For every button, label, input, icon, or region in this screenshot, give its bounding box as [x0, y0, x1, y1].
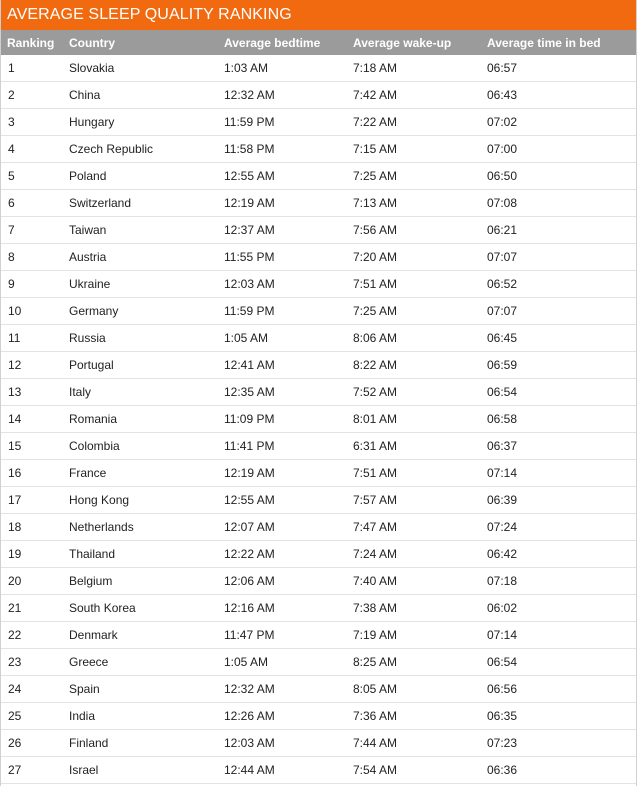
cell-time-in-bed: 06:54 [487, 385, 518, 399]
cell-country: Belgium [69, 574, 113, 588]
cell-bedtime: 1:05 AM [224, 655, 269, 669]
table-row [1, 460, 636, 487]
cell-bedtime: 11:58 PM [224, 142, 275, 156]
cell-bedtime: 12:03 AM [224, 277, 275, 291]
cell-country: Switzerland [69, 196, 132, 210]
cell-time-in-bed: 07:00 [487, 142, 518, 156]
table-row [1, 487, 636, 514]
cell-wakeup: 8:25 AM [353, 655, 398, 669]
cell-time-in-bed: 07:18 [487, 574, 518, 588]
cell-ranking: 23 [8, 655, 22, 669]
cell-time-in-bed: 06:35 [487, 709, 518, 723]
header-wakeup: Average wake-up [353, 35, 452, 50]
cell-time-in-bed: 06:54 [487, 655, 518, 669]
cell-country: Finland [69, 736, 109, 750]
table-row [1, 190, 636, 217]
cell-country: Thailand [69, 547, 116, 561]
cell-bedtime: 12:16 AM [224, 601, 275, 615]
cell-country: Colombia [69, 439, 120, 453]
table-row [1, 622, 636, 649]
cell-ranking: 11 [8, 331, 21, 345]
cell-bedtime: 11:41 PM [224, 439, 275, 453]
table-row [1, 136, 636, 163]
cell-bedtime: 12:37 AM [224, 223, 275, 237]
cell-wakeup: 8:01 AM [353, 412, 398, 426]
table-body [1, 55, 636, 784]
cell-ranking: 7 [8, 223, 15, 237]
table-row [1, 649, 636, 676]
cell-ranking: 5 [8, 169, 15, 183]
cell-ranking: 21 [8, 601, 22, 615]
cell-bedtime: 12:26 AM [224, 709, 275, 723]
table-row [1, 676, 636, 703]
cell-time-in-bed: 06:57 [487, 61, 518, 75]
cell-ranking: 27 [8, 763, 22, 777]
header-country: Country [69, 35, 115, 50]
cell-country: China [69, 88, 101, 102]
cell-country: Ukraine [69, 277, 111, 291]
cell-ranking: 1 [8, 61, 15, 75]
cell-wakeup: 7:52 AM [353, 385, 398, 399]
cell-time-in-bed: 06:59 [487, 358, 518, 372]
cell-bedtime: 12:22 AM [224, 547, 275, 561]
cell-ranking: 3 [8, 115, 15, 129]
cell-time-in-bed: 07:07 [487, 250, 518, 264]
cell-ranking: 12 [8, 358, 22, 372]
cell-country: Hungary [69, 115, 115, 129]
cell-bedtime: 1:05 AM [224, 331, 269, 345]
cell-bedtime: 12:35 AM [224, 385, 275, 399]
cell-ranking: 19 [8, 547, 22, 561]
table-row [1, 541, 636, 568]
cell-wakeup: 7:22 AM [353, 115, 398, 129]
table-row [1, 595, 636, 622]
cell-ranking: 16 [8, 466, 22, 480]
cell-bedtime: 12:32 AM [224, 682, 275, 696]
cell-ranking: 14 [8, 412, 22, 426]
cell-ranking: 15 [8, 439, 22, 453]
cell-wakeup: 7:25 AM [353, 304, 398, 318]
cell-wakeup: 6:31 AM [353, 439, 398, 453]
cell-country: Austria [69, 250, 107, 264]
cell-country: Greece [69, 655, 109, 669]
cell-bedtime: 11:09 PM [224, 412, 275, 426]
cell-time-in-bed: 07:14 [487, 466, 518, 480]
cell-time-in-bed: 07:24 [487, 520, 518, 534]
cell-ranking: 22 [8, 628, 22, 642]
cell-ranking: 2 [8, 88, 15, 102]
cell-bedtime: 12:55 AM [224, 169, 275, 183]
cell-wakeup: 8:05 AM [353, 682, 398, 696]
cell-time-in-bed: 07:02 [487, 115, 518, 129]
cell-ranking: 13 [8, 385, 22, 399]
cell-wakeup: 7:40 AM [353, 574, 398, 588]
cell-country: Slovakia [69, 61, 115, 75]
cell-wakeup: 7:47 AM [353, 520, 398, 534]
cell-ranking: 24 [8, 682, 22, 696]
cell-country: France [69, 466, 107, 480]
cell-bedtime: 11:47 PM [224, 628, 275, 642]
cell-wakeup: 8:22 AM [353, 358, 398, 372]
cell-country: Romania [69, 412, 118, 426]
cell-bedtime: 12:07 AM [224, 520, 275, 534]
cell-ranking: 8 [8, 250, 15, 264]
cell-time-in-bed: 07:08 [487, 196, 518, 210]
cell-time-in-bed: 06:02 [487, 601, 518, 615]
table-row [1, 433, 636, 460]
cell-bedtime: 11:59 PM [224, 115, 275, 129]
cell-ranking: 6 [8, 196, 15, 210]
cell-bedtime: 11:59 PM [224, 304, 275, 318]
cell-bedtime: 12:19 AM [224, 466, 275, 480]
cell-wakeup: 7:20 AM [353, 250, 398, 264]
cell-wakeup: 7:38 AM [353, 601, 398, 615]
cell-time-in-bed: 07:14 [487, 628, 518, 642]
cell-ranking: 26 [8, 736, 22, 750]
table-row [1, 514, 636, 541]
cell-country: India [69, 709, 96, 723]
cell-bedtime: 11:55 PM [224, 250, 275, 264]
cell-ranking: 18 [8, 520, 22, 534]
table-row [1, 163, 636, 190]
table-row [1, 379, 636, 406]
cell-time-in-bed: 06:52 [487, 277, 518, 291]
table-row [1, 568, 636, 595]
cell-wakeup: 7:18 AM [353, 61, 398, 75]
cell-country: Russia [69, 331, 106, 345]
cell-time-in-bed: 06:39 [487, 493, 518, 507]
cell-time-in-bed: 07:23 [487, 736, 518, 750]
table-row [1, 271, 636, 298]
cell-wakeup: 7:51 AM [353, 277, 398, 291]
cell-country: Israel [69, 763, 99, 777]
table-row [1, 298, 636, 325]
cell-country: Hong Kong [69, 493, 130, 507]
cell-time-in-bed: 06:50 [487, 169, 518, 183]
table-row [1, 244, 636, 271]
table-title: AVERAGE SLEEP QUALITY RANKING [1, 0, 636, 30]
table-row [1, 82, 636, 109]
cell-time-in-bed: 06:56 [487, 682, 518, 696]
cell-wakeup: 7:42 AM [353, 88, 398, 102]
cell-wakeup: 8:06 AM [353, 331, 398, 345]
cell-wakeup: 7:57 AM [353, 493, 398, 507]
cell-wakeup: 7:25 AM [353, 169, 398, 183]
table-header [1, 30, 636, 55]
table-row [1, 757, 636, 784]
cell-country: Denmark [69, 628, 118, 642]
table-row [1, 217, 636, 244]
cell-bedtime: 12:55 AM [224, 493, 275, 507]
cell-ranking: 9 [8, 277, 15, 291]
cell-ranking: 4 [8, 142, 15, 156]
cell-time-in-bed: 06:21 [487, 223, 518, 237]
cell-bedtime: 12:41 AM [224, 358, 275, 372]
cell-country: Taiwan [69, 223, 107, 237]
cell-bedtime: 12:32 AM [224, 88, 275, 102]
cell-time-in-bed: 06:37 [487, 439, 518, 453]
table-row [1, 55, 636, 82]
cell-wakeup: 7:36 AM [353, 709, 398, 723]
cell-wakeup: 7:54 AM [353, 763, 398, 777]
header-bedtime: Average bedtime [224, 35, 321, 50]
table-row [1, 109, 636, 136]
cell-time-in-bed: 06:45 [487, 331, 518, 345]
cell-bedtime: 12:44 AM [224, 763, 275, 777]
cell-time-in-bed: 06:43 [487, 88, 518, 102]
table-row [1, 703, 636, 730]
header-time-in-bed: Average time in bed [487, 35, 601, 50]
cell-ranking: 20 [8, 574, 22, 588]
cell-country: Czech Republic [69, 142, 154, 156]
cell-wakeup: 7:13 AM [353, 196, 398, 210]
cell-country: Germany [69, 304, 119, 318]
cell-country: Spain [69, 682, 100, 696]
table-row [1, 325, 636, 352]
cell-wakeup: 7:56 AM [353, 223, 398, 237]
cell-time-in-bed: 06:58 [487, 412, 518, 426]
cell-bedtime: 12:03 AM [224, 736, 275, 750]
cell-country: Portugal [69, 358, 114, 372]
cell-bedtime: 12:19 AM [224, 196, 275, 210]
cell-bedtime: 12:06 AM [224, 574, 275, 588]
cell-wakeup: 7:15 AM [353, 142, 398, 156]
cell-country: South Korea [69, 601, 136, 615]
cell-bedtime: 1:03 AM [224, 61, 269, 75]
cell-country: Poland [69, 169, 107, 183]
table-row [1, 352, 636, 379]
cell-country: Netherlands [69, 520, 134, 534]
cell-wakeup: 7:19 AM [353, 628, 398, 642]
header-ranking: Ranking [7, 35, 55, 50]
table-row [1, 730, 636, 757]
cell-wakeup: 7:24 AM [353, 547, 398, 561]
cell-ranking: 17 [8, 493, 22, 507]
cell-wakeup: 7:44 AM [353, 736, 398, 750]
cell-time-in-bed: 06:36 [487, 763, 518, 777]
table-row [1, 406, 636, 433]
cell-country: Italy [69, 385, 92, 399]
cell-time-in-bed: 07:07 [487, 304, 518, 318]
cell-ranking: 25 [8, 709, 22, 723]
cell-time-in-bed: 06:42 [487, 547, 518, 561]
cell-ranking: 10 [8, 304, 22, 318]
cell-wakeup: 7:51 AM [353, 466, 398, 480]
